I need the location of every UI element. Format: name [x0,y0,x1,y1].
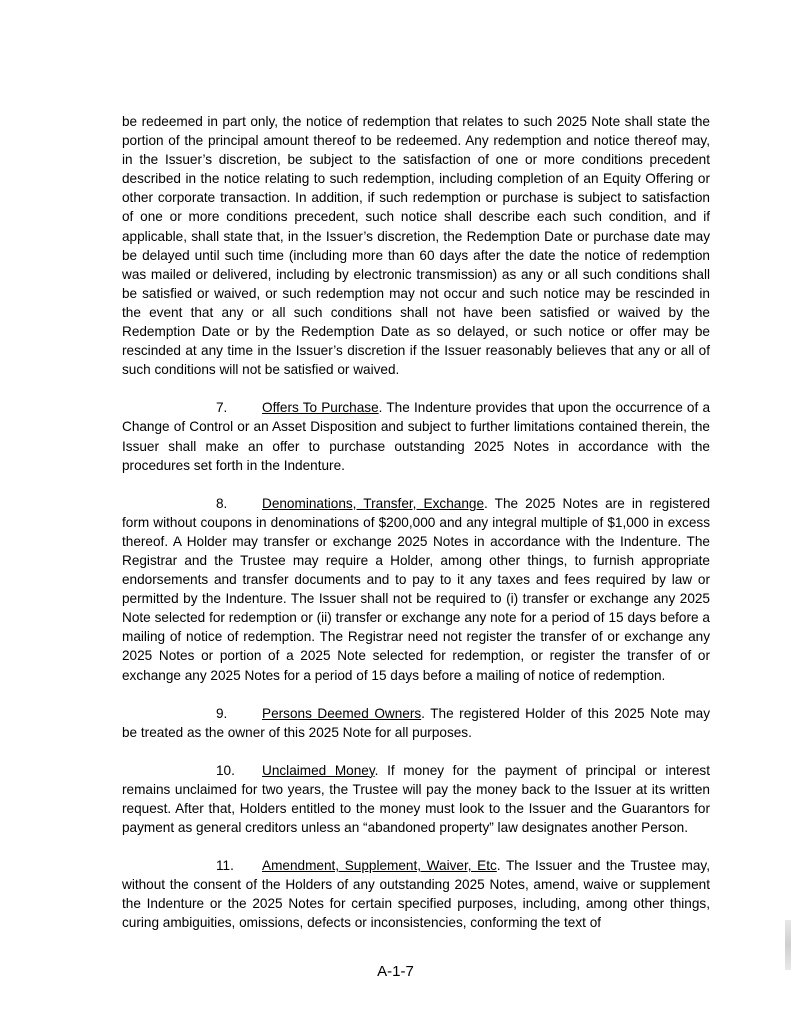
section-number: 9. [216,705,228,721]
page-edge-shadow [785,920,791,970]
section-heading: Persons Deemed Owners [262,705,422,721]
section-heading: Unclaimed Money [262,762,375,778]
document-body [122,112,710,952]
section-heading: Offers To Purchase [262,400,379,416]
section-9-paragraph [122,704,710,742]
section-text: . The registered Holder of this 2025 Note may be treated as the owner of this 2025 Note for all purposes. [122,705,710,740]
section-7-paragraph [122,398,710,474]
section-heading: Amendment, Supplement, Waiver, Etc [262,858,497,874]
section-number: 7. [216,400,228,416]
section-heading: Denominations, Transfer, Exchange [262,495,485,511]
section-number: 8. [216,495,228,511]
section-text: . If money for the payment of principal or interest remains unclaimed for two years, the Trustee will pay the money back to the Issuer at its written request. After that, Holders entitled to the money must look to the Issuer and the Guarantors for payment as general creditors unless an “abandoned property” law designates another Person. [122,762,710,836]
section-8-paragraph [122,494,710,685]
page-number: A-1-7 [377,963,414,980]
section-11-paragraph [122,856,710,932]
section-number: 10. [216,762,235,778]
section-text: . The 2025 Notes are in registered form without coupons in denominations of $200,000 and any integral multiple of $1,000 in excess thereof. A Holder may transfer or exchange 2025 Notes in accordance with the Indenture. The Registrar and the Trustee may require a Holder, among other things, to furnish appropriate endorsements and transfer documents and to pay to it any taxes and fees required by law or permitted by the Indenture. The Issuer shall not be required to (i) transfer or exchange any 2025 Note selected for redemption or (ii) transfer or exchange any note for a period of 15 days before a mailing of notice of redemption. The Registrar need not register the transfer of or exchange any 2025 Notes or portion of a 2025 Note selected for redemption, or register the transfer of or exchange any 2025 Notes for a period of 15 days before a mailing of notice of redemption. [122,495,711,683]
section-text: . The Indenture provides that upon the occurrence of a Change of Control or an Asset Disposition and subject to further limitations contained therein, the Issuer shall make an offer to purchase outstanding 2025 Notes in accordance with the procedures set forth in the Indenture. [122,400,711,473]
continuation-paragraph: be redeemed in part only, the notice of redemption that relates to such 2025 Note shall state the portion of the principal amount thereof to be redeemed. Any redemption and notice thereof may, in the Issuer’s discretion, be subject to the satisfaction of one or more conditions precedent described in the notice relating to such redemption, including completion of an Equity Offering or other corporate transaction. In addition, if such redemption or purchase is subject to satisfaction of one or more conditions precedent, such notice shall describe each such condition, and if applicable, shall state that, in the Issuer’s discretion, the Redemption Date or purchase date may be delayed until such time (including more than 60 days after the date the notice of redemption was mailed or delivered, including by electronic transmission) as any or all such conditions shall be satisfied or waived, or such redemption may not occur and such notice may be rescinded in the event that any or all such conditions shall not have been satisfied or waived by the Redemption Date or by the Redemption Date as so delayed, or such notice or offer may be rescinded at any time in the Issuer’s discretion if the Issuer reasonably believes that any or all of such conditions will not be satisfied or waived. [122,114,710,378]
section-10-paragraph [122,761,710,837]
section-number: 11. [216,858,234,874]
section-text: . The Issuer and the Trustee may, without the consent of the Holders of any outstanding 2025 Notes, amend, waive or supplement the Indenture or the 2025 Notes for certain specified purposes, including, among other things, curing ambiguities, omissions, defects or inconsistencies, conforming the text of [122,858,710,931]
